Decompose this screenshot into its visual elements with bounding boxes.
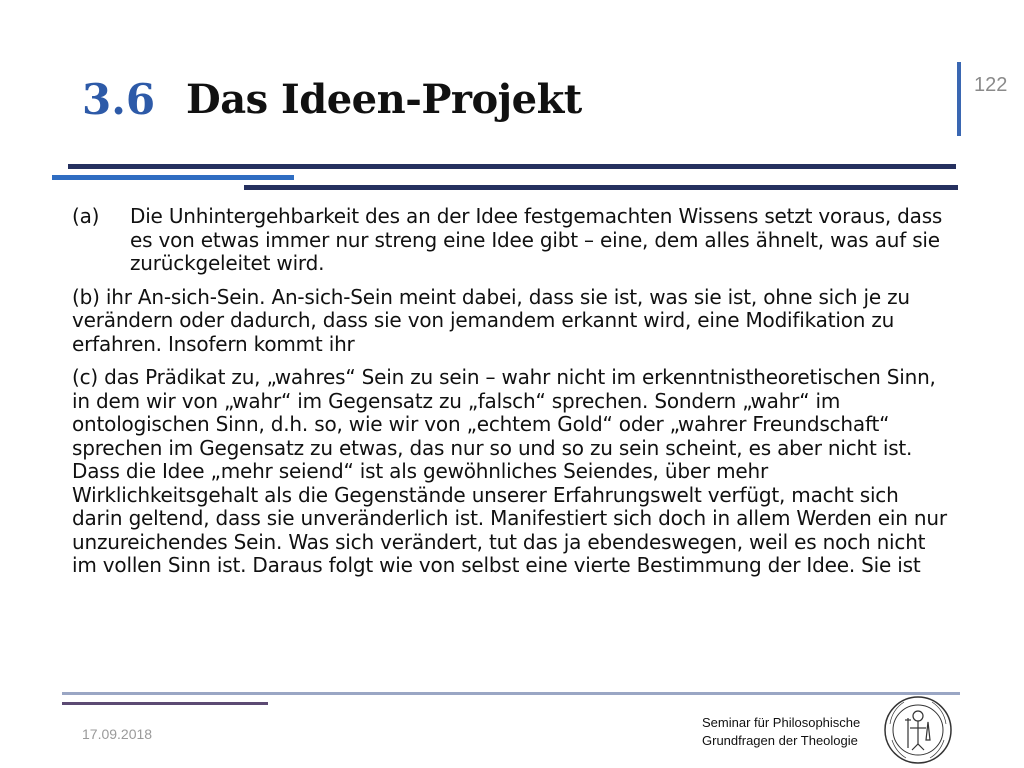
footer-line-short — [62, 702, 268, 705]
list-text-a: Die Unhintergehbarkeit des an der Idee festgemachten Wissens setzt voraus, dass es von etwas immer nur streng eine Idee gibt – eine, dem alles ähnelt, was auf sie zurückgeleitet wird. — [130, 204, 943, 275]
institution-line-1: Seminar für Philosophische — [702, 715, 861, 730]
header-line-bottom — [244, 185, 958, 190]
footer-institution — [702, 714, 882, 750]
footer-line-long — [62, 692, 960, 695]
title-vertical-bar — [957, 62, 961, 136]
university-seal-icon — [882, 694, 954, 766]
slide-title-number: 3.6 — [82, 75, 156, 124]
slide-content — [72, 205, 952, 588]
institution-line-2: Grundfragen der Theologie — [702, 733, 858, 748]
page-number: 122 — [974, 74, 1008, 96]
paragraph-c: (c) das Prädikat zu, „wahres“ Sein zu sein – wahr nicht im erkenntnistheoretischen Sinn, in dem wir von „wahr“ im Gegensatz zu „falsch“ sprechen. Sondern „wahr“ im ontologischen Sinn, d.h. so, wie wir von „echtem Gold“ oder „wahrer Freundschaft“ sprechen im Gegensatz zu etwas, das nur so und so zu sein scheint, es aber nicht ist. Dass die Idee „mehr seiend“ ist als gewöhnliches Seiendes, über mehr Wirklichkeitsgehalt als die Gegenstände unserer Erfahrungswelt verfügt, macht sich darin geltend, dass sie unveränderlich ist. Manifestiert sich doch in allem Werden ein nur unzureichendes Sein. Was sich verändert, tut das ja ebendeswegen, weil es noch nicht im vollen Sinn ist. Daraus folgt wie von selbst eine vierte Bestimmung der Idee. Sie ist — [72, 365, 947, 577]
list-marker-a: (a) — [72, 204, 100, 228]
slide-title: Das Ideen-Projekt — [186, 76, 582, 123]
footer-date: 17.09.2018 — [82, 726, 153, 742]
paragraph-b: (b) ihr An-sich-Sein. An-sich-Sein meint dabei, dass sie ist, was sie ist, ohne sich je zu verändern oder dadurch, dass sie von jemandem erkannt wird, eine Modifikation zu erfahren. Insofern kommt ihr — [72, 284, 910, 356]
list-item-a — [72, 205, 952, 276]
header-line-accent — [52, 175, 294, 180]
header-line-top — [68, 164, 956, 169]
